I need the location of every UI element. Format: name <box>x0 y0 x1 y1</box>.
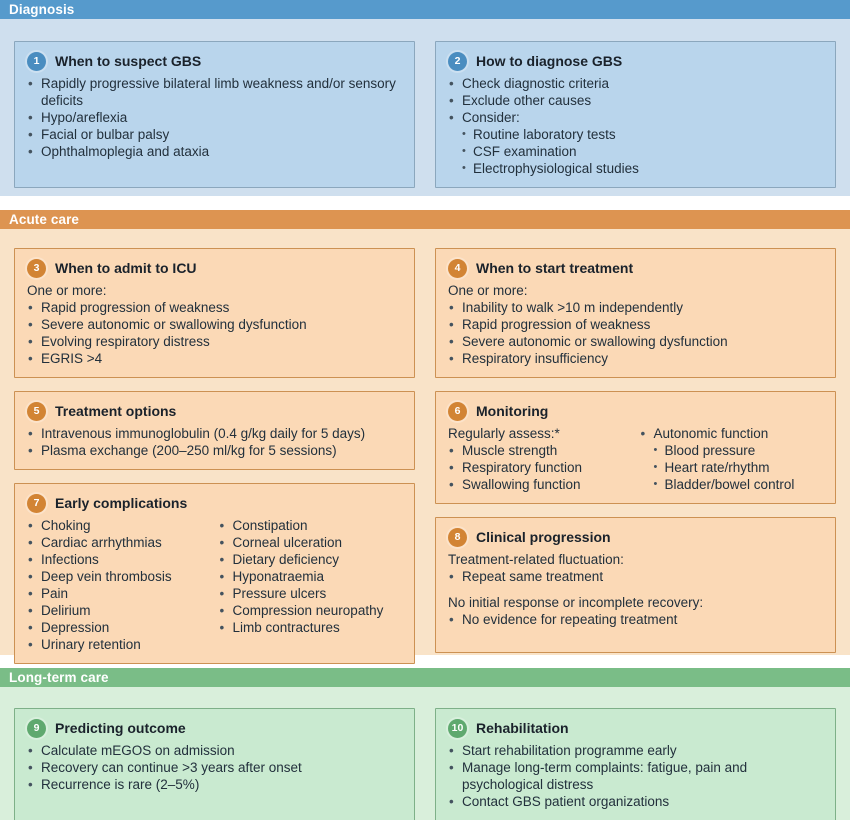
step-badge-4: 4 <box>448 259 467 278</box>
bullet-item: • Ophthalmoplegia and ataxia <box>27 143 402 160</box>
lead-text: Treatment-related fluctuation: <box>448 552 624 567</box>
sub-bullet-item: • Heart rate/rhythm <box>640 459 824 476</box>
bullet-item: • Choking <box>27 517 211 534</box>
section-diagnosis <box>0 19 850 196</box>
box-header <box>448 259 823 278</box>
bullet-item: • Inability to walk >10 m independently <box>448 299 823 316</box>
acute-box-columns <box>14 248 836 664</box>
box-title: Monitoring <box>476 403 549 419</box>
monitoring-left <box>448 425 632 493</box>
box-header <box>448 719 823 738</box>
bullet-item: • Pressure ulcers <box>219 585 403 602</box>
diagnosis-box-row <box>14 41 836 188</box>
bullet-item: • Swallowing function <box>448 476 632 493</box>
sub-bullet-item: • Routine laboratory tests <box>448 126 823 143</box>
box-header <box>27 719 402 738</box>
box-title: When to admit to ICU <box>55 260 197 276</box>
step-badge-9: 9 <box>27 719 46 738</box>
step-badge-10: 10 <box>448 719 467 738</box>
bullet-item: • Pain <box>27 585 211 602</box>
step-badge-5: 5 <box>27 402 46 421</box>
step-badge-1: 1 <box>27 52 46 71</box>
bullet-item: • Recurrence is rare (2–5%) <box>27 776 402 793</box>
bullet-item: • Consider: <box>448 109 823 126</box>
section-header-acute-care <box>0 210 850 229</box>
box-title: Treatment options <box>55 403 177 419</box>
sub-bullet-item: • CSF examination <box>448 143 823 160</box>
step-badge-6: 6 <box>448 402 467 421</box>
step-badge-8: 8 <box>448 528 467 547</box>
bullet-item: • Exclude other causes <box>448 92 823 109</box>
step-badge-7: 7 <box>27 494 46 513</box>
bullet-item: • Contact GBS patient organizations <box>448 793 823 810</box>
box-header <box>448 52 823 71</box>
monitoring-columns <box>448 425 823 493</box>
bullet-item: • Dietary deficiency <box>219 551 403 568</box>
sub-bullet-item: • Bladder/bowel control <box>640 476 824 493</box>
step-badge-3: 3 <box>27 259 46 278</box>
bullet-item: • Respiratory insufficiency <box>448 350 823 367</box>
box-when-to-admit-to-icu <box>14 248 415 378</box>
acute-right-column <box>435 248 836 664</box>
section-header-label: Acute care <box>9 212 80 227</box>
box-title: When to suspect GBS <box>55 53 202 69</box>
box-title: Rehabilitation <box>476 720 569 736</box>
bullet-item: • Intravenous immunoglobulin (0.4 g/kg daily for 5 days) <box>27 425 402 442</box>
box-when-to-start-treatment <box>435 248 836 378</box>
bullet-item: • Limb contractures <box>219 619 403 636</box>
bullet-item: • Delirium <box>27 602 211 619</box>
bullet-item: • Hyponatraemia <box>219 568 403 585</box>
box-how-to-diagnose-gbs <box>435 41 836 188</box>
box-header <box>448 528 823 547</box>
section-acute-care <box>0 229 850 655</box>
bullet-item: • Constipation <box>219 517 403 534</box>
box-header <box>27 259 402 278</box>
box-title: When to start treatment <box>476 260 634 276</box>
box-rehabilitation <box>435 708 836 820</box>
lead-text: Regularly assess:* <box>448 426 560 441</box>
box-clinical-progression <box>435 517 836 653</box>
bullet-item: • Manage long-term complaints: fatigue, pain and psychological distress <box>448 759 823 793</box>
bullet-item: • Depression <box>27 619 211 636</box>
longterm-box-row <box>14 708 836 820</box>
bullet-item: • Check diagnostic criteria <box>448 75 823 92</box>
bullet-item: • Rapidly progressive bilateral limb weakness and/or sensory deficits <box>27 75 402 109</box>
bullet-item: • Cardiac arrhythmias <box>27 534 211 551</box>
bullet-item: • Corneal ulceration <box>219 534 403 551</box>
complications-left <box>27 517 211 653</box>
bullet-item: • EGRIS >4 <box>27 350 402 367</box>
section-header-label: Long-term care <box>9 670 109 685</box>
box-treatment-options <box>14 391 415 470</box>
lead-text: One or more: <box>27 283 107 298</box>
bullet-item: • Facial or bulbar palsy <box>27 126 402 143</box>
bullet-item: • Severe autonomic or swallowing dysfunction <box>27 316 402 333</box>
bullet-item: • Hypo/areflexia <box>27 109 402 126</box>
bullet-item: • Recovery can continue >3 years after onset <box>27 759 402 776</box>
box-title: How to diagnose GBS <box>476 53 623 69</box>
bullet-item: • Plasma exchange (200–250 ml/kg for 5 sessions) <box>27 442 402 459</box>
complications-right <box>219 517 403 653</box>
bullet-item: • Autonomic function <box>640 425 824 442</box>
sub-bullet-item: • Blood pressure <box>640 442 824 459</box>
bullet-item: • Infections <box>27 551 211 568</box>
bullet-item: • Severe autonomic or swallowing dysfunction <box>448 333 823 350</box>
box-monitoring <box>435 391 836 504</box>
lead-text: One or more: <box>448 283 528 298</box>
bullet-item: • Repeat same treatment <box>448 568 823 585</box>
box-title: Early complications <box>55 495 188 511</box>
bullet-item: • Compression neuropathy <box>219 602 403 619</box>
box-title: Clinical progression <box>476 529 611 545</box>
section-header-long-term-care <box>0 668 850 687</box>
bullet-item: • Respiratory function <box>448 459 632 476</box>
sub-bullet-item: • Electrophysiological studies <box>448 160 823 177</box>
step-badge-2: 2 <box>448 52 467 71</box>
box-early-complications <box>14 483 415 664</box>
box-predicting-outcome <box>14 708 415 820</box>
box-title: Predicting outcome <box>55 720 186 736</box>
box-when-to-suspect-gbs <box>14 41 415 188</box>
bullet-item: • No evidence for repeating treatment <box>448 611 823 628</box>
box-header <box>27 52 402 71</box>
bullet-item: • Urinary retention <box>27 636 211 653</box>
box-header <box>27 402 402 421</box>
acute-left-column <box>14 248 415 664</box>
section-header-diagnosis <box>0 0 850 19</box>
box-header <box>27 494 402 513</box>
box-header <box>448 402 823 421</box>
complications-columns <box>27 517 402 653</box>
lead-text: No initial response or incomplete recovery: <box>448 595 704 610</box>
bullet-item: • Rapid progression of weakness <box>27 299 402 316</box>
monitoring-right <box>640 425 824 493</box>
bullet-item: • Evolving respiratory distress <box>27 333 402 350</box>
section-header-label: Diagnosis <box>9 2 75 17</box>
bullet-item: • Start rehabilitation programme early <box>448 742 823 759</box>
section-long-term-care <box>0 687 850 820</box>
bullet-item: • Calculate mEGOS on admission <box>27 742 402 759</box>
bullet-item: • Deep vein thrombosis <box>27 568 211 585</box>
bullet-item: • Rapid progression of weakness <box>448 316 823 333</box>
bullet-item: • Muscle strength <box>448 442 632 459</box>
